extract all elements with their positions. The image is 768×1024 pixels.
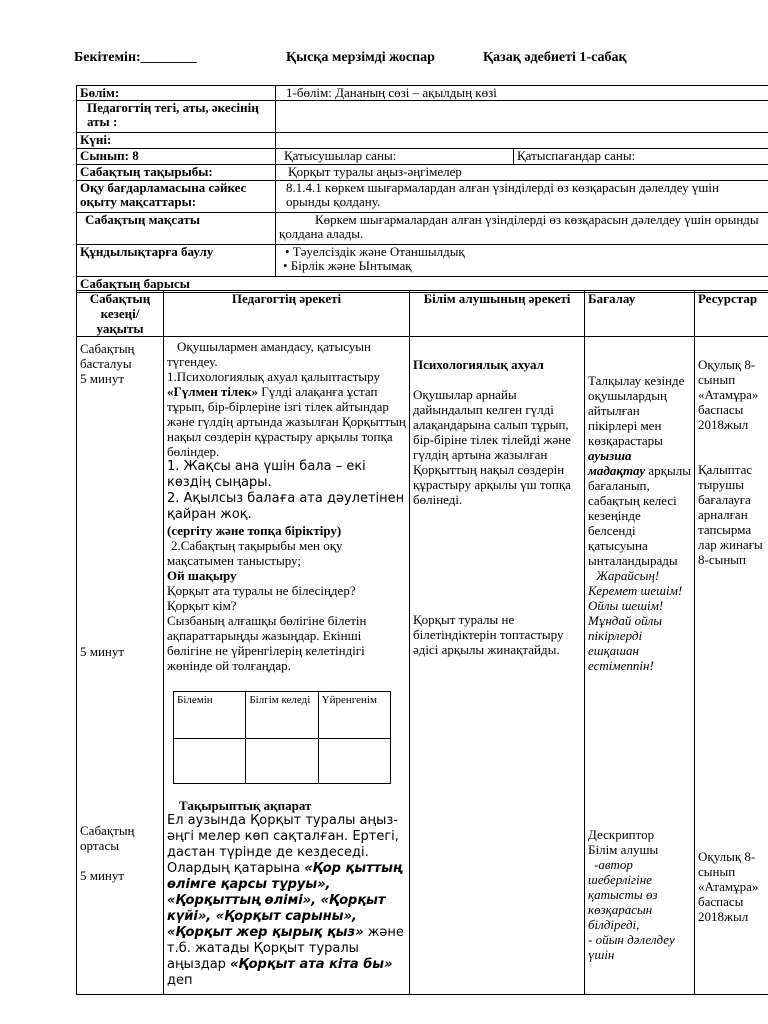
col-teacher-header: Педагогтің әрекеті <box>164 291 410 337</box>
stage-cell <box>77 337 164 995</box>
col-resources-header: Ресурстар <box>695 291 768 337</box>
objectives-label: Оқу бағдарламасына сәйкес оқыту мақсаттары: <box>77 181 276 213</box>
topic-label: Сабақтың тақырыбы: <box>77 165 276 181</box>
question-1: Қорқыт ата туралы не білесіңдер? <box>167 583 356 598</box>
values-label: Құндылықтарға баулу <box>77 245 276 277</box>
kwl-cell <box>318 739 390 784</box>
assessment-text <box>588 373 691 568</box>
brainstorm-title: Ой шақыру <box>167 568 237 583</box>
value-unity: • Бірлік және Ынтымақ <box>283 258 412 273</box>
lesson-progress-table <box>76 290 768 995</box>
values-value <box>276 245 768 277</box>
student-psych-text: Оқушылар арнайы дайындалып келген гүлді алақандарына салып тұрып, бір-біріне тілек тілейді және гүлдің артына жазылған Қорқыттың нақыл сөздерін құрастыру арқылы үш топқа бөлінеді. <box>413 387 571 507</box>
assessment-intro: Талқылау кезінде оқушылардың айтылған пікірлері мен көзқарастары <box>588 373 685 448</box>
stage-start-time: 5 минут <box>80 371 125 386</box>
assessment-rest: арқылы бағаланып, сабақтың келесі кезеңінде белсенді қатысуына ынталандырады <box>588 463 691 568</box>
legends-text: Қорқыт туралы аңыздар <box>167 941 359 972</box>
kwl-chart <box>173 691 391 784</box>
saying-2: 2. Ақылсыз балаға ата дәулетінен қайран жоқ. <box>167 491 405 522</box>
refresh-note: (сергіту және топқа біріктіру) <box>167 523 342 538</box>
class-label: Сынып: 8 <box>77 149 276 165</box>
greeting-text: Оқушылармен амандасу, қатысуын түгендеу. <box>167 339 371 369</box>
flower-wish-title: «Гүлмен тілек» <box>167 384 258 399</box>
topic-info-text <box>167 813 406 989</box>
stage-time-2: 5 минут <box>80 644 125 659</box>
value-independence: • Тәуелсіздік және Отаншылдық <box>285 244 465 259</box>
descriptor-label: Дескриптор <box>588 827 655 842</box>
saying-1: 1. Жақсы ана үшін бала – екі көздің сыңары. <box>167 459 366 490</box>
stage-middle-time: 5 минут <box>80 868 125 883</box>
topic-intro: 2.Сабақтың тақырыбы мен оқу мақсатымен таныстыру; <box>167 538 343 568</box>
teacher-activity-cell <box>164 337 410 995</box>
kwl-know: Білемін <box>174 692 246 739</box>
kwl-cell <box>246 739 318 784</box>
resource-assessment-tasks: Қалыптас тырушы бағалауға арналған тапсырма лар жинағы 8-сынып <box>698 462 763 567</box>
info-text: Ел аузында Қорқыт туралы аңыз-әңгі мелер көп сақталған. Ертегі, дастан түрінде де кездеседі. Олардың қатарына <box>167 813 399 876</box>
stage-start: Сабақтың басталуы <box>80 341 135 371</box>
kwl-learned: Үйренгенім <box>318 692 390 739</box>
absent-label: Қатыспағандар саны: <box>514 149 768 165</box>
aim-value: Көркем шығармалардан алған үзінділерді өз көзқарасын дәлелдеу үшін орынды қолдана алады. <box>276 213 768 245</box>
praise-phrases: Жарайсың! Керемет шешім! Ойлы шешім! Мұндай ойлы пікірлерді ешқашан естімеппін! <box>588 568 683 673</box>
col-stage-header: Сабақтың кезеңі/ уақыты <box>77 291 164 337</box>
col-student-header: Білім алушының әрекеті <box>410 291 585 337</box>
topic-info-title: Тақырыптық ақпарат <box>179 798 312 813</box>
descriptor-2: - ойын дәлелдеу үшін <box>588 932 675 962</box>
kwl-instructions: Сызбаның алғашқы бөлігіне білетін ақпараттарыңды жазыңдар. Екінші бөлігіне не үйренгілерің келетіндігі жөнінде ой толғаңдар. <box>167 613 367 673</box>
oral-praise: ауызша мадақтау <box>588 448 646 478</box>
question-2: Қорқыт кім? <box>167 598 237 613</box>
objectives-value: 8.1.4.1 көркем шығармалардан алған үзінділерді өз көзқарасын дәлелдеу үшін орынды қолдану. <box>276 181 768 213</box>
student-psych-title: Психологиялық ахуал <box>413 357 544 372</box>
date-value <box>276 133 768 149</box>
psych-climate-text <box>167 369 406 459</box>
legend-titles: «Қор қыттың өлімге қарсы тұруы», «Қорқыттың өлімі», «Қорқыт күйі», «Қорқыт сарыны», «Қорқыт жер қырық қыз» <box>167 861 402 940</box>
resource-textbook: Оқулық 8-сынып «Атамұра» баспасы 2018жыл <box>698 357 759 432</box>
col-assessment-header: Бағалау <box>585 291 695 337</box>
aim-label: Сабақтың мақсаты <box>77 213 276 245</box>
present-label: Қатысушылар саны: <box>276 149 514 165</box>
teacher-name-value <box>276 101 768 133</box>
psych-climate-label: 1.Психологиялық ахуал қалыптастыру <box>167 369 380 384</box>
descriptor-student: Білім алушы <box>588 842 659 857</box>
lesson-info-table <box>76 85 768 293</box>
student-activity-cell <box>410 337 585 995</box>
kwl-want: Білгім келеді <box>246 692 318 739</box>
book-title: «Қорқыт ата кіта бы» <box>230 957 393 972</box>
assessment-cell <box>585 337 695 995</box>
resources-cell <box>695 337 768 995</box>
topic-value: Қорқыт туралы аңыз-әңгімелер <box>276 165 768 181</box>
section-value: 1-бөлім: Дананың сөзі – ақылдың көзі <box>276 86 768 101</box>
resource-textbook-2: Оқулық 8-сынып «Атамұра» баспасы 2018жыл <box>698 849 759 924</box>
kwl-cell <box>174 739 246 784</box>
lesson-progress-label: Сабақтың барысы <box>77 277 768 293</box>
flower-wish-desc: Гүлді алақанға ұстап тұрып, бір-бірлеріне ізгі тілек айтындар және гүлдің артында жазылған Қорқыттың нақыл сөздерін құрастыру арқылы топқа бөліндер. <box>167 384 406 459</box>
subject-title: Қазақ әдебиеті 1-сабақ <box>483 50 627 65</box>
descriptor-1: -автор шеберлігіне қатысты өз көзқарасын білдіреді, <box>588 857 658 932</box>
section-label: Бөлім: <box>77 86 276 101</box>
legend-titles-rest: және т.б. жатады <box>167 925 404 956</box>
plan-title: Қысқа мерзімді жоспар <box>286 50 435 65</box>
student-cluster-text: Қорқыт туралы не білетіндіктерін топтастыру әдісі арқылы жинақтайды. <box>413 612 564 657</box>
date-label: Күні: <box>77 133 276 149</box>
stage-middle: Сабақтың ортасы <box>80 823 135 853</box>
approved-line: Бекітемін:________ <box>74 50 197 65</box>
book-rest: деп <box>167 973 193 988</box>
teacher-name-label: Педагогтің тегі, аты, әкесінің аты : <box>77 101 276 133</box>
